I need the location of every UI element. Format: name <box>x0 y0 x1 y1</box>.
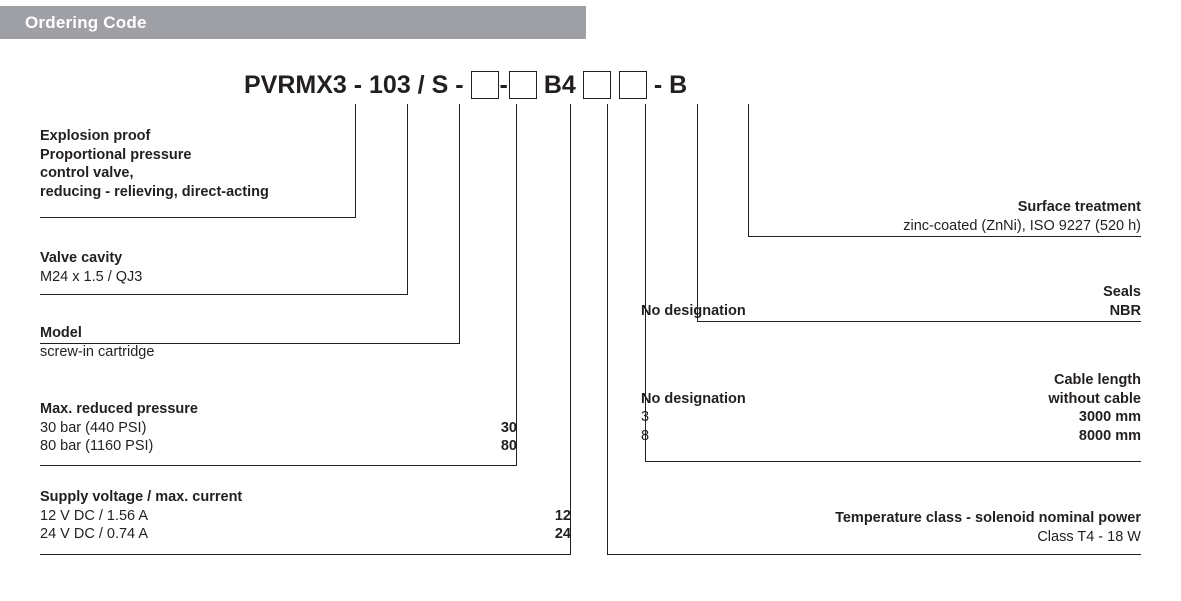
code-box-pressure[interactable] <box>509 71 537 99</box>
cable-length-value-2: 3000 mm <box>1078 409 1141 425</box>
code-box-voltage[interactable] <box>471 71 499 99</box>
supply-voltage-row-2 <box>40 525 571 544</box>
supply-voltage-code-2: 24 <box>554 526 571 542</box>
product-line-1: Explosion proof <box>40 128 151 144</box>
block-surface-treatment <box>641 198 1141 235</box>
code-part-prefix: PVRMX3 - 103 / S - <box>244 70 464 99</box>
code-part-dash-1: - <box>499 70 508 99</box>
leader-voltage-horizontal <box>40 554 571 555</box>
product-line-4: reducing - relieving, direct-acting <box>40 183 269 200</box>
cable-length-row-2 <box>641 408 1141 427</box>
cable-length-label-1: No designation <box>641 390 746 407</box>
block-max-reduced-pressure <box>40 400 517 456</box>
seals-row-1 <box>641 302 1141 321</box>
temperature-class-value: Class T4 - 18 W <box>1037 528 1141 545</box>
surface-treatment-value: zinc-coated (ZnNi), ISO 9227 (520 h) <box>903 217 1141 234</box>
block-supply-voltage <box>40 488 571 544</box>
temperature-class-title: Temperature class - solenoid nominal power <box>835 510 1141 526</box>
supply-voltage-code-1: 12 <box>554 507 571 524</box>
valve-cavity-option: M24 x 1.5 / QJ3 <box>40 268 143 285</box>
model-title: Model <box>40 325 82 341</box>
leader-pressure-horizontal <box>40 465 517 466</box>
max-reduced-pressure-code-1: 30 <box>500 419 517 436</box>
block-temperature-class <box>641 509 1141 546</box>
block-cable-length <box>641 371 1141 445</box>
code-box-seals[interactable] <box>619 71 647 99</box>
seals-title: Seals <box>1103 284 1141 300</box>
max-reduced-pressure-row-1 <box>40 419 517 438</box>
cable-length-label-2: 3 <box>641 409 650 425</box>
cable-length-row-1 <box>641 390 1141 409</box>
seals-label-1: No designation <box>641 302 746 319</box>
max-reduced-pressure-label-2: 80 bar (1160 PSI) <box>40 438 154 454</box>
leader-seals-horizontal <box>697 321 1141 322</box>
max-reduced-pressure-row-2 <box>40 437 517 456</box>
block-product <box>40 127 370 201</box>
supply-voltage-label-2: 24 V DC / 0.74 A <box>40 526 149 542</box>
product-line-2: Proportional pressure <box>40 146 192 163</box>
block-seals <box>641 283 1141 320</box>
cable-length-label-3: 8 <box>641 427 650 444</box>
max-reduced-pressure-title: Max. reduced pressure <box>40 401 198 417</box>
block-model <box>40 324 460 361</box>
cable-length-row-3 <box>641 427 1141 446</box>
supply-voltage-label-1: 12 V DC / 1.56 A <box>40 507 149 524</box>
leader-temperature-horizontal <box>607 554 1141 555</box>
ordering-code-string <box>244 68 687 102</box>
page-title: Ordering Code <box>25 12 147 32</box>
max-reduced-pressure-label-1: 30 bar (440 PSI) <box>40 419 147 436</box>
max-reduced-pressure-code-2: 80 <box>500 438 517 454</box>
cable-length-value-3: 8000 mm <box>1078 427 1141 444</box>
cable-length-title: Cable length <box>1053 372 1141 388</box>
ordering-code-header <box>0 6 586 39</box>
valve-cavity-title: Valve cavity <box>40 250 123 266</box>
code-part-b4: B4 <box>543 70 576 99</box>
surface-treatment-title: Surface treatment <box>1017 199 1141 215</box>
product-line-3: control valve, <box>40 165 134 181</box>
model-option: screw-in cartridge <box>40 343 155 360</box>
leader-valve-cavity-horizontal <box>40 294 408 295</box>
supply-voltage-title: Supply voltage / max. current <box>40 489 243 505</box>
leader-surface-horizontal <box>748 236 1141 237</box>
block-valve-cavity <box>40 249 420 286</box>
code-box-cable-length[interactable] <box>583 71 611 99</box>
seals-value-1: NBR <box>1109 302 1141 319</box>
leader-cable-horizontal <box>645 461 1141 462</box>
cable-length-value-1: without cable <box>1048 390 1141 407</box>
leader-product-horizontal <box>40 217 356 218</box>
code-part-suffix: - B <box>653 70 688 99</box>
supply-voltage-row-1 <box>40 507 571 526</box>
leader-temperature-vertical <box>607 104 608 555</box>
leader-model-vertical <box>459 104 460 344</box>
